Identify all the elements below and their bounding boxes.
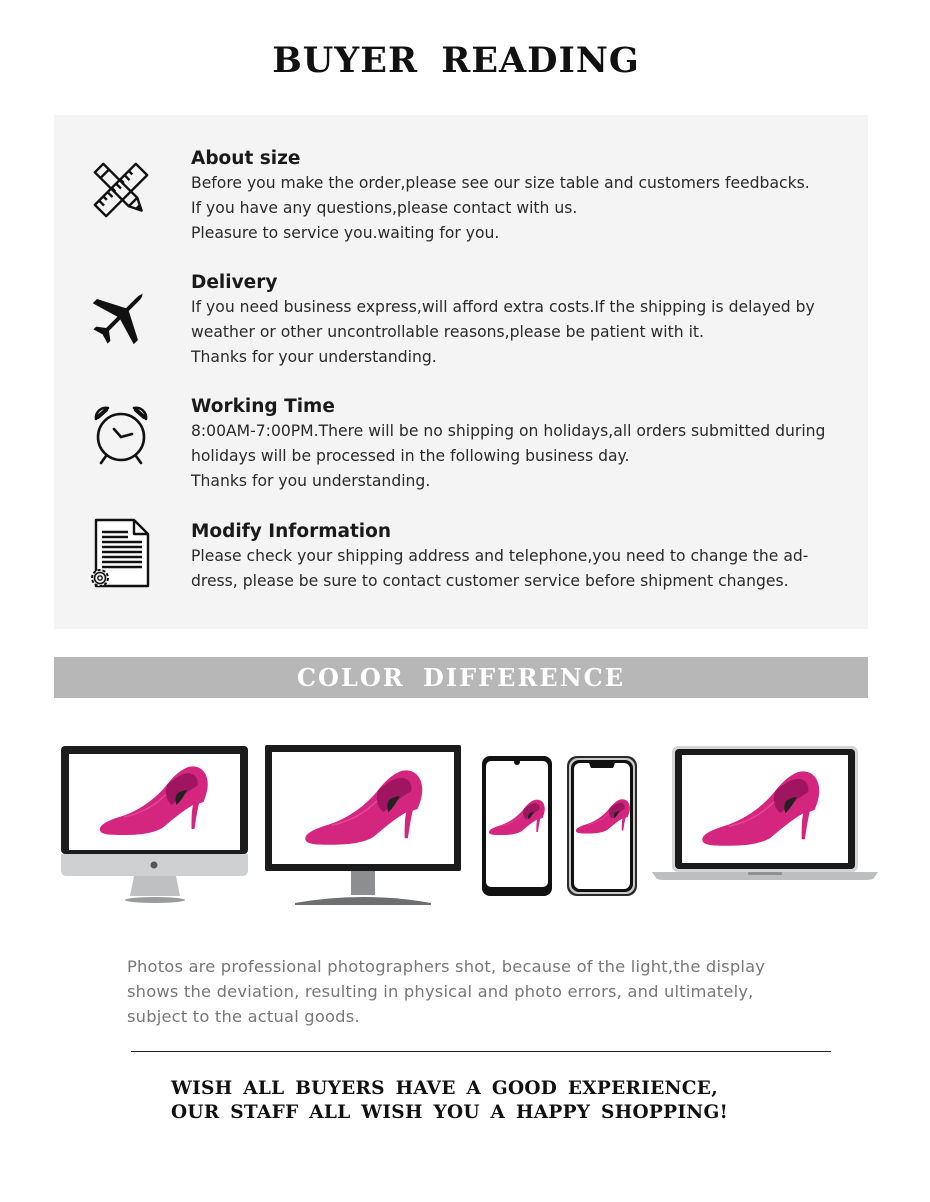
airplane-icon xyxy=(88,283,154,349)
monitor-display-icon xyxy=(265,745,461,907)
android-phone-icon xyxy=(482,756,552,896)
info-line: Thanks for you understanding. xyxy=(191,472,431,490)
closing-message xyxy=(171,1077,871,1125)
info-text xyxy=(191,520,861,594)
info-line: holidays will be processed in the following business day. xyxy=(191,447,630,465)
info-text xyxy=(191,147,861,246)
disclaimer-line: shows the deviation, resulting in physical and photo errors, and ultimately, xyxy=(127,982,754,1001)
info-text xyxy=(191,271,861,370)
info-heading: Modify Information xyxy=(191,521,392,542)
info-line: If you have any questions,please contact with us. xyxy=(191,199,578,217)
info-line: Thanks for your understanding. xyxy=(191,348,437,366)
divider xyxy=(131,1051,831,1052)
info-line: dress, please be sure to contact customer service before shipment changes. xyxy=(191,572,789,590)
disclaimer-line: subject to the actual goods. xyxy=(127,1007,360,1026)
info-line: Before you make the order,please see our size table and customers feedbacks. xyxy=(191,174,810,192)
info-line: weather or other uncontrollable reasons,please be patient with it. xyxy=(191,323,705,341)
info-line: Pleasure to service you.waiting for you. xyxy=(191,224,500,242)
info-heading: Working Time xyxy=(191,396,335,417)
info-panel xyxy=(54,115,868,629)
disclaimer-line: Photos are professional photographers shot, because of the light,the display xyxy=(127,957,766,976)
device-showcase xyxy=(0,740,930,910)
closing-line: WISH ALL BUYERS HAVE A GOOD EXPERIENCE, xyxy=(171,1078,718,1099)
laptop-icon xyxy=(652,746,878,882)
color-disclaimer xyxy=(127,954,847,1029)
info-line: Please check your shipping address and telephone,you need to change the ad- xyxy=(191,547,809,565)
info-line: If you need business express,will afford extra costs.If the shipping is delayed by xyxy=(191,298,815,316)
alarm-clock-icon xyxy=(88,401,154,467)
info-heading: About size xyxy=(191,148,301,169)
document-gear-icon xyxy=(88,518,154,584)
imac-display-icon xyxy=(60,746,250,906)
info-heading: Delivery xyxy=(191,272,278,293)
iphone-icon xyxy=(567,756,637,896)
ruler-pencil-icon xyxy=(88,157,154,223)
color-difference-banner: COLOR DIFFERENCE xyxy=(54,657,868,698)
page-title: BUYER READING xyxy=(272,40,640,81)
info-text xyxy=(191,395,861,494)
closing-line: OUR STAFF ALL WISH YOU A HAPPY SHOPPING! xyxy=(171,1102,729,1123)
info-line: 8:00AM-7:00PM.There will be no shipping on holidays,all orders submitted during xyxy=(191,422,826,440)
